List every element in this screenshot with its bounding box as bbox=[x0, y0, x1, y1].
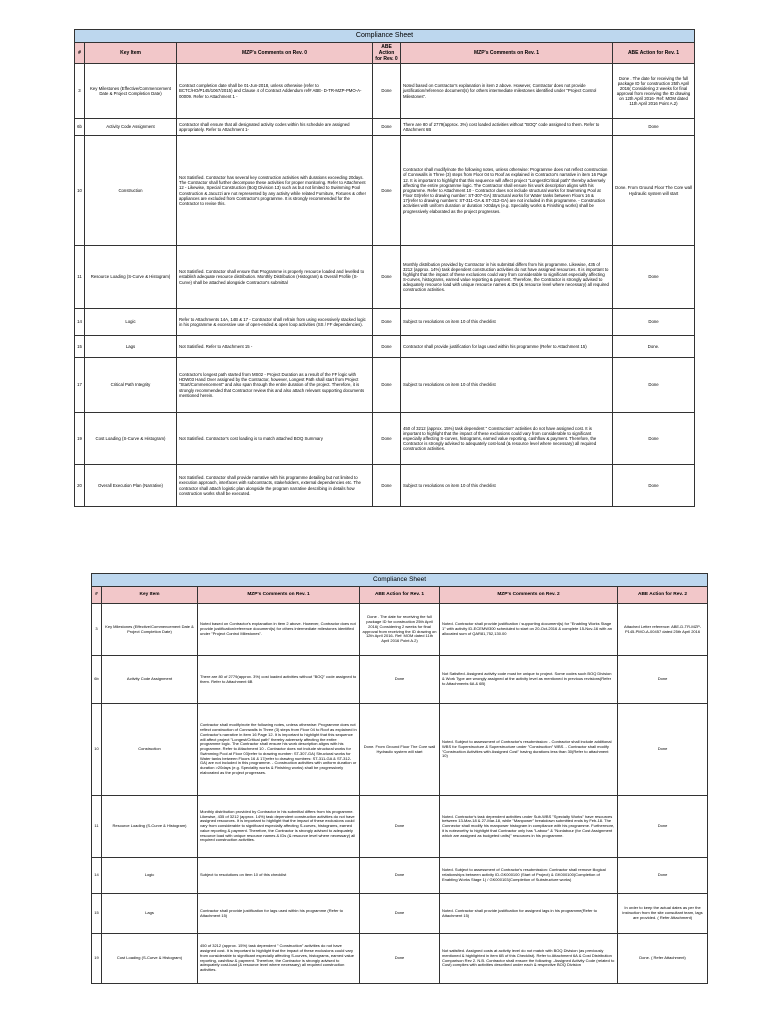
table-row bbox=[92, 796, 708, 858]
comment-rev1: Noted based on Contractor's explanation in item 2 above. However, Contractor does not provide justification/reference document(s) for others intermediate milestones identified under "Project Control Milestones". bbox=[401, 64, 613, 119]
comment-rev1: Contractor shall modify/note the following notes, unless otherwise: Programme does not reflect construction of Connwalls in Three (3) steps from Floor 04 to Roof as explained in Contractor's narrative in item 16 Page 12. It is important to highlight that this sequence will affect project "Longest/Critical path" thereby adversely affecting the entire programme logic. The Contractor shall ensure his work description aligns with his programme. Refer to Attachment 10 - Contractor does not include structural works for Swimming Pool at Floor 03(refer to drawing number: ST-307-GA) Structural works for Water tanks between Floors 16 & 17(refer to drawing numbers: ST-311-GA & ST-312-GA) are not included in this programme. - Construction activities with uniform duration or duration >20days (e.g. Speciality works & Finishing works) shall be progressively elaborated as the project progresses. bbox=[198, 704, 360, 796]
comment-rev1: Subject to resolutions on item 10 of this checklist bbox=[401, 309, 613, 336]
action-rev2: Done bbox=[618, 858, 708, 894]
comment-rev1: Monthly distribution provided by Contractor in his submittal differs from his programme. Likewise, 435 of 3212 (approx. 14%) task dependent construction activities do not have assigned resources. It is important to highlight that the impact of these exclusions could vary from considerable to significant especially affecting S-curves, histograms, earned value reporting & payment. Therefore, the Contractor is strongly advised to adequately resource load with unique resource names & IDs (& resource level where necessary) all required construction activities. bbox=[401, 246, 613, 309]
header-comments-rev0: MZP's Comments on Rev. 0 bbox=[177, 43, 373, 64]
row-number: 14 bbox=[92, 858, 102, 894]
key-item: Lags bbox=[85, 336, 177, 358]
sheet-title: Compliance Sheet bbox=[92, 574, 708, 587]
comment-rev0: Not Satisfied. Contractor's cost loading is to match attached BOQ Summary bbox=[177, 413, 373, 465]
action-rev1: Done. bbox=[613, 336, 695, 358]
compliance-sheet-rev1 bbox=[74, 29, 695, 507]
action-rev2: Done bbox=[618, 704, 708, 796]
comment-rev2: Noted. Contractor shall provide justification / supporting document(s) for "Enabling Works Stage 1" with activity ID-ECEMW300 scheduled to start on 20-Oct-2016 & complete 15-Nov-16 with an allocated sum of QAR81,752,130.00 bbox=[440, 604, 618, 656]
header-comments-rev2: MZP's Comments on Rev. 2 bbox=[440, 587, 618, 604]
header-number: # bbox=[92, 587, 102, 604]
row-number: 15 bbox=[75, 336, 85, 358]
action-rev2: Done bbox=[618, 796, 708, 858]
comment-rev1: Subject to resolutions on item 10 of this checklist bbox=[401, 465, 613, 507]
action-rev1: Done . The date for receiving the full package ID for construction 25th April 2016( Considering 2 weeks for final approval from receiving the ID drawing on 12th April 2016- Ref: MOM dated 11th April 2016 Point A.2) bbox=[613, 64, 695, 119]
action-rev2: Done. ( Refer Attachment) bbox=[618, 934, 708, 984]
action-rev1: Done bbox=[613, 358, 695, 413]
action-rev0: Done bbox=[373, 246, 401, 309]
table-row bbox=[92, 894, 708, 934]
comment-rev1: Monthly distribution provided by Contractor in his submittal differs from his programme. Likewise, 435 of 3212 (approx. 14%) task dependent construction activities do not have assigned resources. It is important to highlight that the impact of these exclusions could vary from considerable to significant especially affecting S-curves, histograms, earned value reporting & payment. Therefore, the Contractor is strongly advised to adequately resource load with unique resource names & IDs (& resource level where necessary) all required construction activities. bbox=[198, 796, 360, 858]
row-number: 3 bbox=[92, 604, 102, 656]
comment-rev1: Contractor shall provide justification for lags used within his programme (Refer to Attachment 15) bbox=[401, 336, 613, 358]
header-action-rev1: ABE Action for Rev. 1 bbox=[613, 43, 695, 64]
table-row bbox=[92, 656, 708, 704]
table-row bbox=[75, 119, 695, 136]
action-rev1: Done. From Ground Floor The Core wall Hydraulic system will start bbox=[613, 136, 695, 246]
comment-rev2: Noted. Subject to assessment of Contractor's resubmission: - Contractor shall include additional WBS for Superstructure & Superstructure under "Construction" WBS. - Contractor shall modify "Construction Activities with Assigned Cost" having durations less than 30(Refer to attachment 10) bbox=[440, 704, 618, 796]
key-item: Overall Execution Plan (Narrative) bbox=[85, 465, 177, 507]
row-number: 6b bbox=[92, 656, 102, 704]
row-number: 20 bbox=[75, 465, 85, 507]
row-number: 15 bbox=[92, 894, 102, 934]
key-item: Construction bbox=[102, 704, 198, 796]
comment-rev1: There are 80 of 2779(approx. 3%) cost loaded activities without "BOQ" code assigned to them. Refer to Attachment 6B bbox=[198, 656, 360, 704]
table-row bbox=[75, 358, 695, 413]
action-rev1: Done bbox=[360, 796, 440, 858]
comment-rev1: Subject to resolutions on item 10 of this checklist bbox=[198, 858, 360, 894]
key-item: Resource Loading (S-Curve & Histogram) bbox=[85, 246, 177, 309]
action-rev1: Done bbox=[360, 894, 440, 934]
comment-rev1: Contractor shall modify/note the following notes, unless otherwise: Programme does not reflect construction of Connwalls in Three (3) steps from Floor 04 to Roof as explained in Contractor's narrative in item 16 Page 12. It is important to highlight that this sequence will affect project "Longest/Critical path" thereby adversely affecting the entire programme logic. The Contractor shall ensure his work description aligns with his programme. Refer to Attachment 10 - Contractor does not include structural works for Swimming Pool at Floor 03(refer to drawing number: ST-307-GA) Structural works for Water tanks between Floors 16 & 17(refer to drawing numbers: ST-311-GA & ST-312-GA) are not included in this programme. - Construction activities with uniform duration or duration >20days (e.g. Speciality works & Finishing works) shall be progressively elaborated as the project progresses. bbox=[401, 136, 613, 246]
table-row bbox=[75, 309, 695, 336]
action-rev2: Done bbox=[618, 656, 708, 704]
comment-rev0: Not Satisfied. Contractor has several key construction activities with durations exceeding 20days. The Contractor shall further decompose these activities for proper monitoring. Refer to Attachment 12 - Likewise, Special Construction (BoQ Division 13) such as but not limited to Swimming Pool Construction & Jacuzzi are not represented by any activity while related Furniture, Fixtures & other appliances are excluded from Contractor's programme. It is strongly recommended for the Contractor to revise this. bbox=[177, 136, 373, 246]
key-item: Cost Loading (S-Curve & Histogram) bbox=[102, 934, 198, 984]
comment-rev2: Noted. Contractor shall provide justification for assigned lags in his programme(Refer to Attachment 15) bbox=[440, 894, 618, 934]
comment-rev1: Subject to resolutions on item 10 of this checklist bbox=[401, 358, 613, 413]
action-rev1: Done bbox=[360, 858, 440, 894]
row-number: 11 bbox=[75, 246, 85, 309]
action-rev0: Done bbox=[373, 358, 401, 413]
row-number: 10 bbox=[92, 704, 102, 796]
comment-rev0: Not Satisfied. Contractor shall provide narrative with his programme detailing but not limited to execution approach, interfaces with subcontracts, stakeholders, external dependencies etc. The contractor shall attach logistic plan alongside the program narrative describing in details how construction works shall be executed. bbox=[177, 465, 373, 507]
table-row bbox=[92, 934, 708, 984]
key-item: Cost Loading (S-Curve & Histogram) bbox=[85, 413, 177, 465]
key-item: Activity Code Assignment bbox=[102, 656, 198, 704]
action-rev2: In order to keep the actual dates as per the instruction from the site consultant team, lags are provided. ( Refer Attachment) bbox=[618, 894, 708, 934]
comment-rev2: Not Satisfied. Assigned activity code must be unique to project. Some codes such BOQ Division & Work Type are wrongly assigned at the activity level as mentioned in previous revisions(Refer to Attachments 6A & 6B) bbox=[440, 656, 618, 704]
comment-rev1: Contractor shall provide justification for lags used within his programme (Refer to Attachment 15) bbox=[198, 894, 360, 934]
action-rev1: Done bbox=[613, 119, 695, 136]
comment-rev0: Contractor's longest path started from MS02 - Project Duration as a result of the FF logic with HDW03 Hand Over assigned by the Contractor, however, Longest Path shall start from Project "Start/Commencement" and also span through the entire duration of the project. Therefore, it is strongly recommended that Contractor review this and also attach relevant supporting documents mentioned herein. bbox=[177, 358, 373, 413]
action-rev2: Attached Letter reference: ABE-D-TR-MZP-P145-PMO-A-00457 dated 25th April 2016 bbox=[618, 604, 708, 656]
row-number: 6b bbox=[75, 119, 85, 136]
header-comments-rev1: MZP's Comments on Rev. 1 bbox=[198, 587, 360, 604]
comment-rev1: 450 of 3212 (approx. 15%) task dependent " Construction" activities do not have assigned cost. It is important to highlight that the impact of these exclusions could vary from considerable to significant especially affecting S-curves, histograms, earned value reporting, cashflow & payment. Therefore, the Contractor is strongly advised to adequately cost-load (& resource level where necessary) all required construction activities. bbox=[198, 934, 360, 984]
action-rev1: Done bbox=[613, 309, 695, 336]
row-number: 3 bbox=[75, 64, 85, 119]
key-item: Lags bbox=[102, 894, 198, 934]
key-item: Critical Path Integrity bbox=[85, 358, 177, 413]
comment-rev0: Refer to Attachments 14A, 14B & 17 - Contractor shall refrain from using excessively stacked logic in his programme & excessive use of open-ended & open loop activities (SS / FF dependencies). bbox=[177, 309, 373, 336]
comment-rev0: Contractor shall ensure that all designated activity codes within his schedule are assigned appropriately. Refer to Attachment 1- bbox=[177, 119, 373, 136]
action-rev0: Done bbox=[373, 465, 401, 507]
header-number: # bbox=[75, 43, 85, 64]
header-key-item: Key Item bbox=[102, 587, 198, 604]
table-row bbox=[75, 413, 695, 465]
key-item: Resource Loading (S-Curve & Histogram) bbox=[102, 796, 198, 858]
sheet-title: Compliance Sheet bbox=[75, 30, 695, 43]
comment-rev2: Noted. Contractor's task dependent activities under Sub-WBS "Specialty Works" have resources between 13-Mar-18 & 27-Mar-18, while "Manpower" breakdown submitted ends by Feb-18. The Connector shall modify his manpower histogram in compliance with his programme. Furthermore, it is noteworthy to highlight that Contractor only has "Labour" & "Nonlabour (for Cost Assignment which are assigned as budgeted units)" resources in his programme. bbox=[440, 796, 618, 858]
comment-rev2: Noted. Subject to assessment of Contractor's resubmission: Contractor shall remove illogical relationships between activity ID-GK000100 (Start of Project) & GK000100(Completion of Enabling Works Stage 1) / GK000103(Completion of Substructure works) bbox=[440, 858, 618, 894]
action-rev0: Done bbox=[373, 136, 401, 246]
row-number: 14 bbox=[75, 309, 85, 336]
action-rev0: Done bbox=[373, 336, 401, 358]
comment-rev1: There are 80 of 2779(approx. 3%) cost loaded activities without "BOQ" code assigned to them. Refer to Attachment 6B bbox=[401, 119, 613, 136]
action-rev1: Done bbox=[613, 413, 695, 465]
table-row bbox=[92, 704, 708, 796]
header-comments-rev1: MZP's Comments on Rev. 1 bbox=[401, 43, 613, 64]
key-item: Logic bbox=[102, 858, 198, 894]
table-row bbox=[92, 604, 708, 656]
row-number: 19 bbox=[75, 413, 85, 465]
action-rev0: Done bbox=[373, 119, 401, 136]
action-rev1: Done . The date for receiving the full package ID for construction 25th April 2016( Considering 2 weeks for final approval from receiving the ID drawing on 12th April 2016- Ref: MOM dated 11th April 2016 Point A.2) bbox=[360, 604, 440, 656]
table-row bbox=[75, 336, 695, 358]
action-rev0: Done bbox=[373, 309, 401, 336]
row-number: 10 bbox=[75, 136, 85, 246]
table-row bbox=[75, 246, 695, 309]
comment-rev0: Not Satisfied. Refer to Attachment 15 - bbox=[177, 336, 373, 358]
header-action-rev1: ABE Action for Rev. 1 bbox=[360, 587, 440, 604]
key-item: Key Milestones (Effective/Commencement Date & Project Completion Date) bbox=[85, 64, 177, 119]
action-rev0: Done bbox=[373, 64, 401, 119]
action-rev1: Done bbox=[360, 934, 440, 984]
compliance-sheet-rev2 bbox=[91, 573, 708, 984]
action-rev0: Done bbox=[373, 413, 401, 465]
action-rev1: Done bbox=[360, 656, 440, 704]
row-number: 17 bbox=[75, 358, 85, 413]
comment-rev0: Contract completion date shall be 01-Jun-2018, unless otherwise (refer to BCTC/HO/P145/1067/2015) and Clause 4 of Contract Addendum ref# ABE- D-TR-MZP-PMO-A-00009. Refer to Attachment 1 - bbox=[177, 64, 373, 119]
header-key-item: Key Item bbox=[85, 43, 177, 64]
action-rev1: Done bbox=[613, 465, 695, 507]
comment-rev2: Not satisfied. Assigned costs at activity level do not match with BOQ Division (as previously mentioned & highlighted in item 6B of this Checklist). Refer to Attachment 6A & Cost Distribution Comparison Rev 2. N.B. Contractor shall ensure the following: -Assigned Activity Code (related to Cost) complies with activities described under each & respective BOQ Division bbox=[440, 934, 618, 984]
header-action-rev0: ABE Action for Rev. 0 bbox=[373, 43, 401, 64]
key-item: Key Milestones (Effective/Commencement Date & Project Completion Date) bbox=[102, 604, 198, 656]
key-item: Logic bbox=[85, 309, 177, 336]
table-row bbox=[75, 465, 695, 507]
comment-rev1: 450 of 3212 (approx. 15%) task dependent " Construction" activities do not have assigned cost. It is important to highlight that the impact of these exclusions could vary from considerable to significant especially affecting S-curves, histograms, earned value reporting, cashflow & payment. Therefore, the Contractor is strongly advised to adequately cost-load (& resource level where necessary) all required construction activities. bbox=[401, 413, 613, 465]
table-row bbox=[75, 64, 695, 119]
table-row bbox=[75, 136, 695, 246]
header-action-rev2: ABE Action for Rev. 2 bbox=[618, 587, 708, 604]
comment-rev0: Not Satisfied. Contractor shall ensure that Programme is properly resource loaded and levelled to establish adequate resource distribution. Monthly Distribution (Histogram) & Overall Profile (S-Curve) shall be attached alongside Contractor's submittal bbox=[177, 246, 373, 309]
key-item: Activity Code Assignment bbox=[85, 119, 177, 136]
key-item: Construction bbox=[85, 136, 177, 246]
row-number: 11 bbox=[92, 796, 102, 858]
action-rev1: Done. From Ground Floor The Core wall Hydraulic system will start bbox=[360, 704, 440, 796]
comment-rev1: Noted based on Contractor's explanation in item 2 above. However, Contractor does not provide justification/reference document(s) for others intermediate milestones identified under "Project Control Milestones". bbox=[198, 604, 360, 656]
table-row bbox=[92, 858, 708, 894]
row-number: 19 bbox=[92, 934, 102, 984]
action-rev1: Done bbox=[613, 246, 695, 309]
